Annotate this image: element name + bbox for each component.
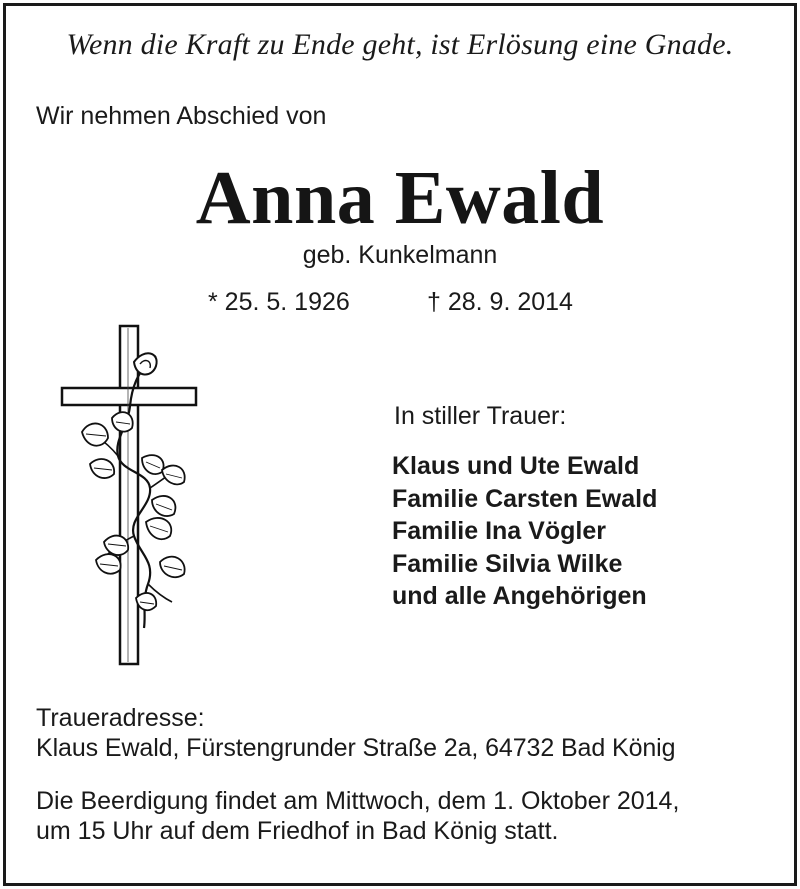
mourner-line: Familie Carsten Ewald — [392, 484, 658, 513]
maiden-name: geb. Kunkelmann — [302, 241, 498, 269]
funeral-line: um 15 Uhr auf dem Friedhof in Bad König statt. — [36, 817, 559, 845]
address-text: Klaus Ewald, Fürstengrunder Straße 2a, 64732 Bad König — [36, 734, 676, 762]
funeral-line: Die Beerdigung findet am Mittwoch, dem 1. Oktober 2014, — [36, 787, 680, 815]
mourners-list — [392, 450, 657, 613]
motto: Wenn die Kraft zu Ende geht, ist Erlösung eine Gnade. — [66, 28, 734, 61]
mourner-line: Familie Ina Vögler — [392, 517, 606, 545]
address-label: Traueradresse: — [36, 704, 205, 732]
death-date: † 28. 9. 2014 — [427, 288, 573, 316]
mourner-line: und alle Angehörigen — [392, 582, 647, 610]
intro-text: Wir nehmen Abschied von — [36, 102, 327, 130]
funeral-info — [36, 786, 679, 846]
deceased-name: Anna Ewald — [195, 156, 605, 240]
mourner-line: Familie Silvia Wilke — [392, 549, 623, 578]
cross-with-rose-icon — [56, 322, 206, 668]
mourning-label: In stiller Trauer: — [394, 402, 567, 430]
mourner-line: Klaus und Ute Ewald — [392, 452, 640, 480]
birth-date: * 25. 5. 1926 — [208, 288, 350, 316]
